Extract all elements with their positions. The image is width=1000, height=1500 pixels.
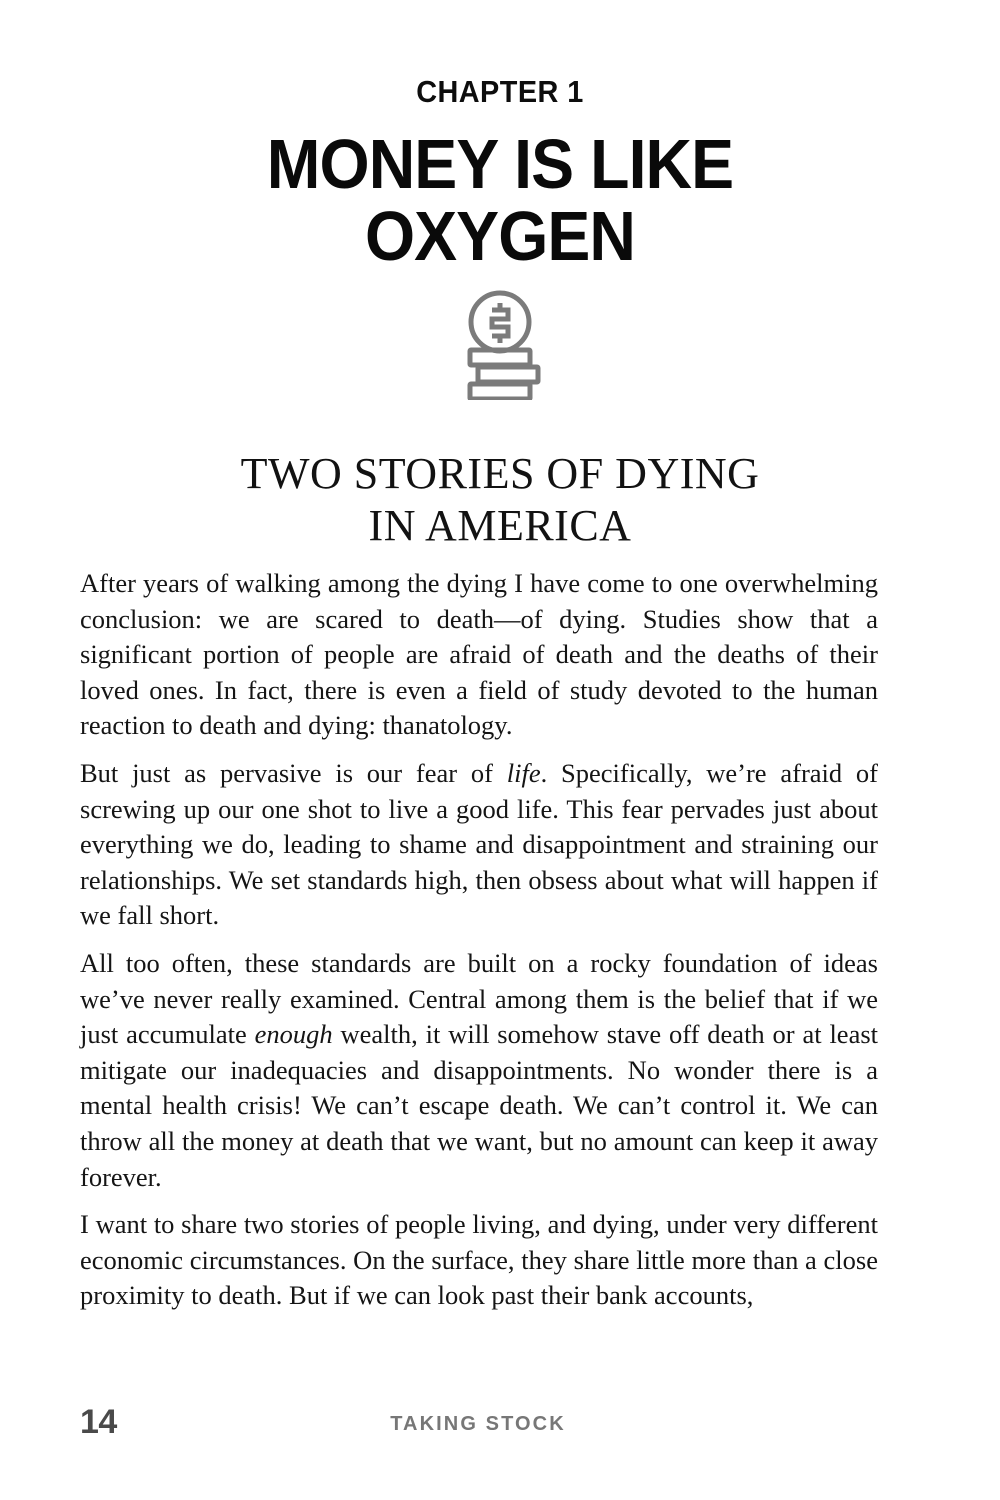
paragraph-3-part-b: wealth, it will somehow stave off death or at least mitigate our inadequacies and disappointments. No wonder there is a mental health crisis! We can’t escape death. We can’t control it. We can throw all the money at death that we want, but no amount can keep it away forever. — [80, 1019, 879, 1192]
page-footer — [0, 1404, 1000, 1448]
paragraph-1: After years of walking among the dying I have come to one overwhelming conclusion: we are scared to death—of dying. Studies show that a significant portion of people are afraid of death and the deaths of their loved ones. In fact, there is even a field of study devoted to the human reaction to death and dying: thanatology. — [80, 568, 878, 741]
page-number: 14 — [80, 1403, 117, 1441]
chapter-eyebrow: CHAPTER 1 — [416, 74, 584, 109]
section-heading-line-1: TWO STORIES OF DYING — [240, 449, 760, 498]
running-head: TAKING STOCK — [390, 1413, 566, 1435]
paragraph-3 — [80, 946, 878, 1195]
page-title — [40, 125, 960, 275]
chapter-title-line-2: OXYGEN — [364, 197, 636, 275]
section-heading-line-2: IN AMERICA — [368, 501, 632, 550]
section-heading — [0, 448, 1000, 552]
paragraph-4: I want to share two stories of people living, and dying, under very different economic circumstances. On the surface, they share little more than a close proximity to death. But if we can look past their bank accounts, — [80, 1209, 878, 1311]
body-copy — [80, 566, 878, 1314]
paragraph-3-emphasis: enough — [254, 1019, 333, 1050]
paragraph-3-part-a: All too often, these standards are built on a rocky foundation of ideas we’ve never really examined. Central among them is the belief that if we just accumulate — [80, 947, 878, 1050]
chapter-title-line-1: MONEY IS LIKE — [266, 125, 734, 203]
paragraph-2 — [80, 756, 878, 934]
paragraph-2-part-a: But just as pervasive is our fear of — [80, 757, 507, 788]
paragraph-2-emphasis: life — [506, 757, 541, 788]
coin-stack-dollar-icon — [452, 288, 548, 400]
paragraph-2-part-b: . Specifically, we’re afraid of screwing up our one shot to live a good life. This fear pervades just about everything we do, leading to shame and disappointment and straining our relationships. We set standards high, then obsess about what will happen if we fall short. — [80, 757, 879, 931]
ornament — [0, 288, 1000, 400]
